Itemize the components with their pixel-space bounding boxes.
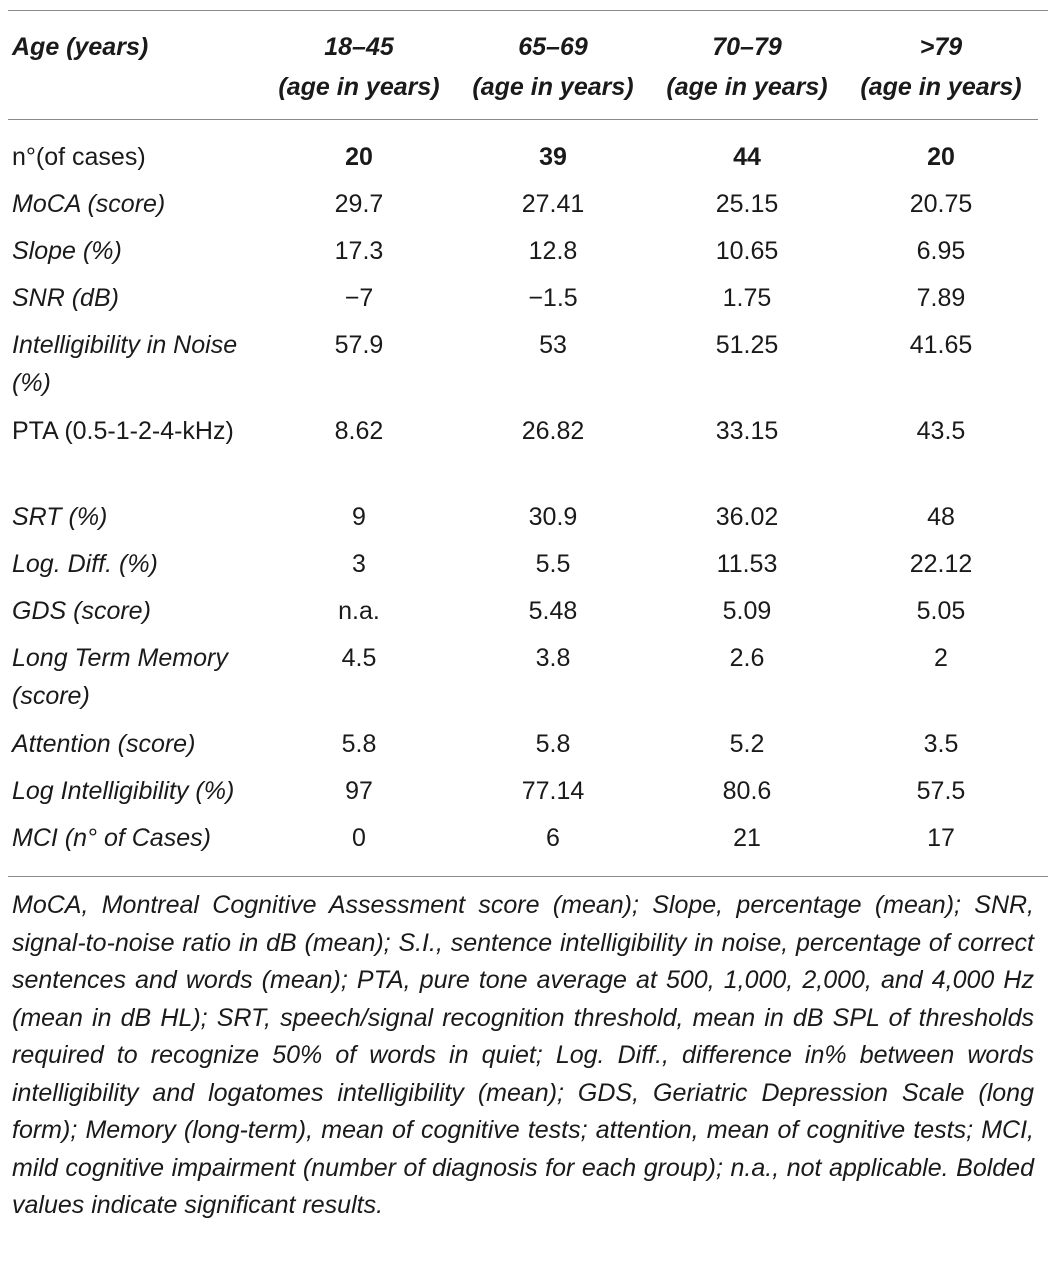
cell-value: 57.9 [334, 331, 384, 359]
cell-value: 22.12 [909, 550, 973, 578]
cell-value: 53 [539, 331, 567, 359]
row-label: Intelligibility in Noise (%) [12, 331, 238, 397]
header-group-70-79 [650, 11, 844, 120]
cell-value: 6.95 [916, 237, 966, 265]
cell-value: 51.25 [715, 331, 779, 359]
cell-value: 36.02 [715, 503, 779, 531]
table-row [8, 498, 1038, 545]
row-label: MCI (n° of Cases) [12, 824, 211, 852]
cell-value: 39 [539, 143, 567, 171]
table-row [8, 772, 1038, 819]
cell-value: 48 [927, 503, 955, 531]
header-group-18-45 [262, 11, 456, 120]
cell-value: 97 [345, 777, 373, 805]
table-row [8, 639, 1038, 725]
cell-value: 25.15 [715, 190, 779, 218]
cell-value: 41.65 [909, 331, 973, 359]
table-footnote: MoCA, Montreal Cognitive Assessment score (mean); Slope, percentage (mean); SNR, signal-to-noise ratio in dB (mean); S.I., sentence intelligibility in noise, percentage of correct sentences and words (mean); PTA, pure tone average at 500, 1,000, 2,000, and 4,000 Hz (mean in dB HL); SRT, speech/signal recognition threshold, mean in dB SPL of thresholds required to recognize 50% of words in quiet; Log. Diff., difference in% between words intelligibility and logatomes intelligibility (mean); GDS, Geriatric Depression Scale (long form); Memory (long-term), mean of cognitive tests; attention, mean of cognitive tests; MCI, mild cognitive impairment (number of diagnosis for each group); n.a., not applicable. Bolded values indicate significant results. [12, 891, 1034, 1219]
table-row [8, 279, 1038, 326]
row-label: SNR (dB) [12, 284, 119, 312]
header-row [8, 11, 1038, 120]
header-group-over-79 [844, 11, 1038, 120]
cell-value: 2 [934, 644, 948, 672]
row-label: SRT (%) [12, 503, 108, 531]
cell-value: 80.6 [722, 777, 772, 805]
cell-value: 44 [733, 143, 761, 171]
cell-value: 17 [927, 824, 955, 852]
table-row [8, 592, 1038, 639]
table-row [8, 725, 1038, 772]
table-row [8, 120, 1038, 185]
cell-value: 30.9 [528, 503, 578, 531]
row-label: Slope (%) [12, 237, 122, 265]
table-row [8, 819, 1038, 866]
cell-value: 20 [345, 143, 373, 171]
cell-value: 5.05 [916, 597, 966, 625]
cell-value: 57.5 [916, 777, 966, 805]
cell-value: 9 [352, 503, 366, 531]
cell-value: 21 [733, 824, 761, 852]
table-row [8, 545, 1038, 592]
cell-value: 5.5 [535, 550, 571, 578]
cell-value: 7.89 [916, 284, 966, 312]
cell-value: 5.48 [528, 597, 578, 625]
header-range: 65–69 [518, 33, 588, 61]
table-row [8, 232, 1038, 279]
cell-value: 3.5 [923, 730, 959, 758]
cell-value: 12.8 [528, 237, 578, 265]
cell-value: 6 [546, 824, 560, 852]
row-label: MoCA (score) [12, 190, 166, 218]
row-label: Long Term Memory (score) [12, 644, 228, 710]
header-range: 18–45 [324, 33, 394, 61]
cell-value: 3.8 [535, 644, 571, 672]
cell-value: 17.3 [334, 237, 384, 265]
cell-value: 2.6 [729, 644, 765, 672]
row-label: Log Intelligibility (%) [12, 777, 235, 805]
cell-value: 10.65 [715, 237, 779, 265]
cell-value: 5.8 [341, 730, 377, 758]
table-row [8, 185, 1038, 232]
cell-value: 26.82 [521, 417, 585, 445]
header-group-65-69 [456, 11, 650, 120]
table-page [8, 0, 1048, 1225]
header-sub: (age in years) [666, 73, 828, 101]
row-label: Log. Diff. (%) [12, 550, 158, 578]
cell-value: 77.14 [521, 777, 585, 805]
header-range: >79 [919, 33, 963, 61]
row-label: GDS (score) [12, 597, 151, 625]
cell-value: 29.7 [334, 190, 384, 218]
cell-value: 20 [927, 143, 955, 171]
header-age-label: Age (years) [12, 33, 149, 61]
cell-value: 5.2 [729, 730, 765, 758]
table-row [8, 326, 1038, 412]
header-range: 70–79 [712, 33, 782, 61]
cell-value: −1.5 [528, 284, 578, 312]
row-label: n°(of cases) [12, 143, 146, 171]
results-table [8, 11, 1038, 866]
cell-value: 5.09 [722, 597, 772, 625]
cell-value: 0 [352, 824, 366, 852]
cell-value: 4.5 [341, 644, 377, 672]
cell-value: 3 [352, 550, 366, 578]
cell-value: 8.62 [334, 417, 384, 445]
cell-value: 5.8 [535, 730, 571, 758]
cell-value: −7 [344, 284, 374, 312]
cell-value: 27.41 [521, 190, 585, 218]
cell-value: 20.75 [909, 190, 973, 218]
cell-value: 11.53 [716, 550, 778, 578]
row-label: PTA (0.5-1-2-4-kHz) [12, 417, 234, 445]
row-label: Attention (score) [12, 730, 196, 758]
cell-value: n.a. [338, 597, 380, 625]
header-sub: (age in years) [278, 73, 440, 101]
header-sub: (age in years) [860, 73, 1022, 101]
cell-value: 43.5 [916, 417, 966, 445]
header-sub: (age in years) [472, 73, 634, 101]
table-row [8, 412, 1038, 498]
cell-value: 1.75 [722, 284, 772, 312]
table-body [8, 120, 1038, 867]
cell-value: 33.15 [715, 417, 779, 445]
